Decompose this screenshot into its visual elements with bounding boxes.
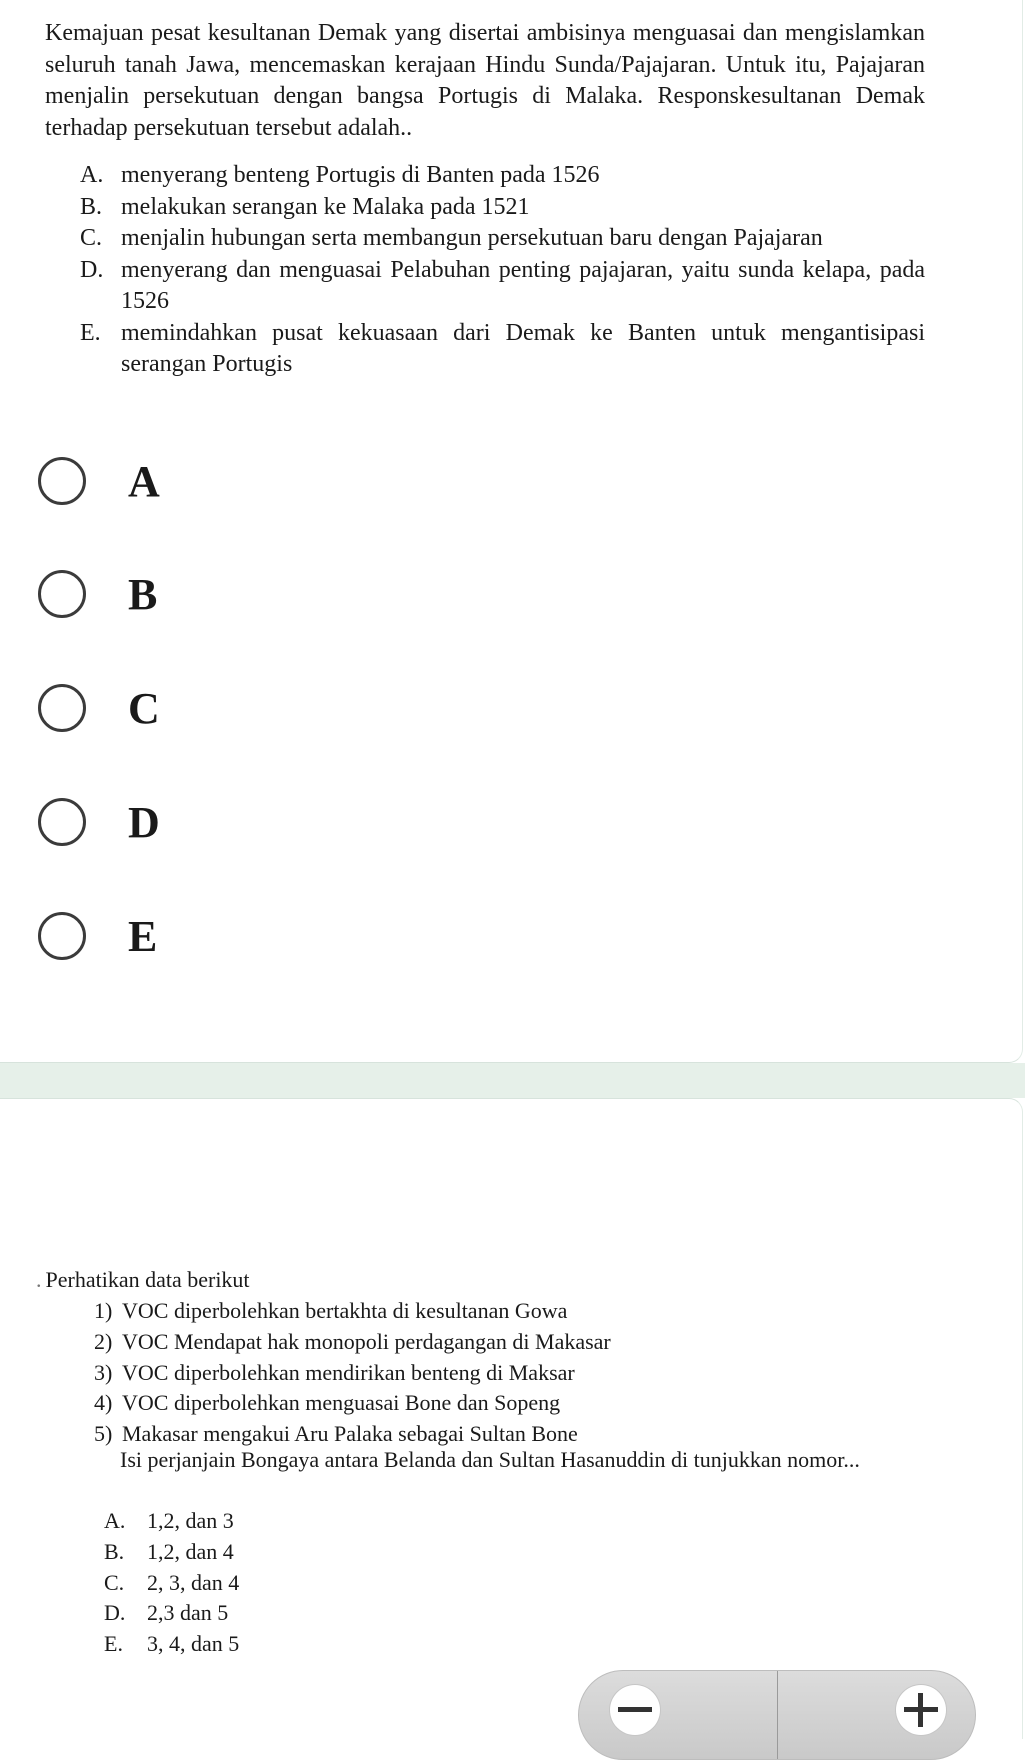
answer-choices xyxy=(0,0,400,1000)
minus-icon xyxy=(618,1707,652,1712)
item-text: Makasar mengakui Aru Palaka sebagai Sultan Bone xyxy=(122,1421,578,1447)
option-text: melakukan serangan ke Malaka pada 1521 xyxy=(121,193,530,220)
list-item xyxy=(94,1358,611,1389)
option-letter: A. xyxy=(80,162,104,188)
option-letter: A. xyxy=(104,1508,126,1533)
option-text: menyerang benteng Portugis di Banten pada 1526 xyxy=(121,162,600,188)
question-2-text: Isi perjanjain Bongaya antara Belanda dan Sultan Hasanuddin di tunjukkan nomor... xyxy=(120,1447,860,1472)
zoom-in-button[interactable] xyxy=(896,1685,946,1735)
item-text: VOC diperbolehkan mendirikan benteng di Maksar xyxy=(122,1359,575,1385)
radio-button[interactable] xyxy=(38,570,86,618)
option-letter: E. xyxy=(80,319,101,346)
option-a xyxy=(104,1506,239,1537)
option-letter: D. xyxy=(80,256,104,283)
answer-choice-e[interactable] xyxy=(38,906,238,966)
question-2-intro xyxy=(36,1265,250,1295)
zoom-divider xyxy=(777,1671,778,1759)
option-text: menjalin hubungan serta membangun persekutuan baru dengan Pajajaran xyxy=(121,225,823,251)
item-text: VOC diperbolehkan menguasai Bone dan Sopeng xyxy=(122,1390,561,1416)
option-c xyxy=(104,1568,239,1599)
question-1-text: Kemajuan pesat kesultanan Demak yang disertai ambisinya menguasai dan mengislamkan seluruh tanah Jawa, mencemaskan kerajaan Hindu Sunda/Pajajaran. Untuk itu, Pajajaran menjalin persekutuan dengan bangsa Portugis di Malaka. Responskesultanan Demak terhadap persekutuan tersebut adalah.. xyxy=(45,20,925,141)
option-text: 2,3 dan 5 xyxy=(147,1600,229,1626)
zoom-out-button[interactable] xyxy=(610,1685,660,1735)
list-item xyxy=(94,1327,611,1358)
option-e xyxy=(104,1629,239,1660)
option-text: 2, 3, dan 4 xyxy=(147,1569,240,1595)
question-2-data-list xyxy=(94,1296,611,1450)
option-text: 1,2, dan 4 xyxy=(147,1538,234,1564)
question-card-2 xyxy=(0,1098,1023,1739)
answer-label[interactable]: C xyxy=(128,683,160,733)
option-letter: D. xyxy=(104,1600,126,1626)
answer-label[interactable]: E xyxy=(128,911,158,961)
option-letter: C. xyxy=(104,1569,125,1595)
intro-text: Perhatikan data berikut xyxy=(45,1267,250,1292)
item-number: 5) xyxy=(94,1421,113,1447)
zoom-control xyxy=(578,1670,976,1760)
answer-label[interactable]: A xyxy=(128,456,160,506)
option-text: 1,2, dan 3 xyxy=(147,1508,234,1533)
radio-button[interactable] xyxy=(38,457,86,505)
option-letter: C. xyxy=(80,225,103,251)
list-item xyxy=(94,1388,611,1419)
answer-choice-b[interactable] xyxy=(38,564,238,624)
option-text: memindahkan pusat kekuasaan dari Demak ke Banten untuk mengantisipasi serangan Portugis xyxy=(121,319,925,377)
answer-choice-a[interactable] xyxy=(38,451,238,511)
list-item xyxy=(94,1296,611,1327)
question-2-options xyxy=(104,1506,239,1660)
item-text: VOC diperbolehkan bertakhta di kesultanan Gowa xyxy=(122,1298,568,1323)
option-d xyxy=(104,1598,239,1629)
answer-choice-d[interactable] xyxy=(38,792,238,852)
card-separator xyxy=(0,1063,1025,1098)
intro-dot: . xyxy=(36,1267,42,1292)
item-number: 4) xyxy=(94,1390,113,1416)
item-number: 2) xyxy=(94,1328,113,1354)
radio-button[interactable] xyxy=(38,798,86,846)
item-text: VOC Mendapat hak monopoli perdagangan di Makasar xyxy=(122,1328,611,1354)
option-text: menyerang dan menguasai Pelabuhan penting pajajaran, yaitu sunda kelapa, pada 1526 xyxy=(121,256,925,314)
option-letter: B. xyxy=(80,193,103,220)
answer-label[interactable]: B xyxy=(128,569,158,619)
option-letter: B. xyxy=(104,1538,125,1564)
item-number: 1) xyxy=(94,1298,113,1323)
radio-button[interactable] xyxy=(38,912,86,960)
option-b xyxy=(104,1537,239,1568)
answer-choice-c[interactable] xyxy=(38,678,238,738)
option-text: 3, 4, dan 5 xyxy=(147,1631,240,1657)
answer-label[interactable]: D xyxy=(128,797,160,847)
radio-button[interactable] xyxy=(38,684,86,732)
item-number: 3) xyxy=(94,1359,113,1385)
option-letter: E. xyxy=(104,1631,123,1657)
